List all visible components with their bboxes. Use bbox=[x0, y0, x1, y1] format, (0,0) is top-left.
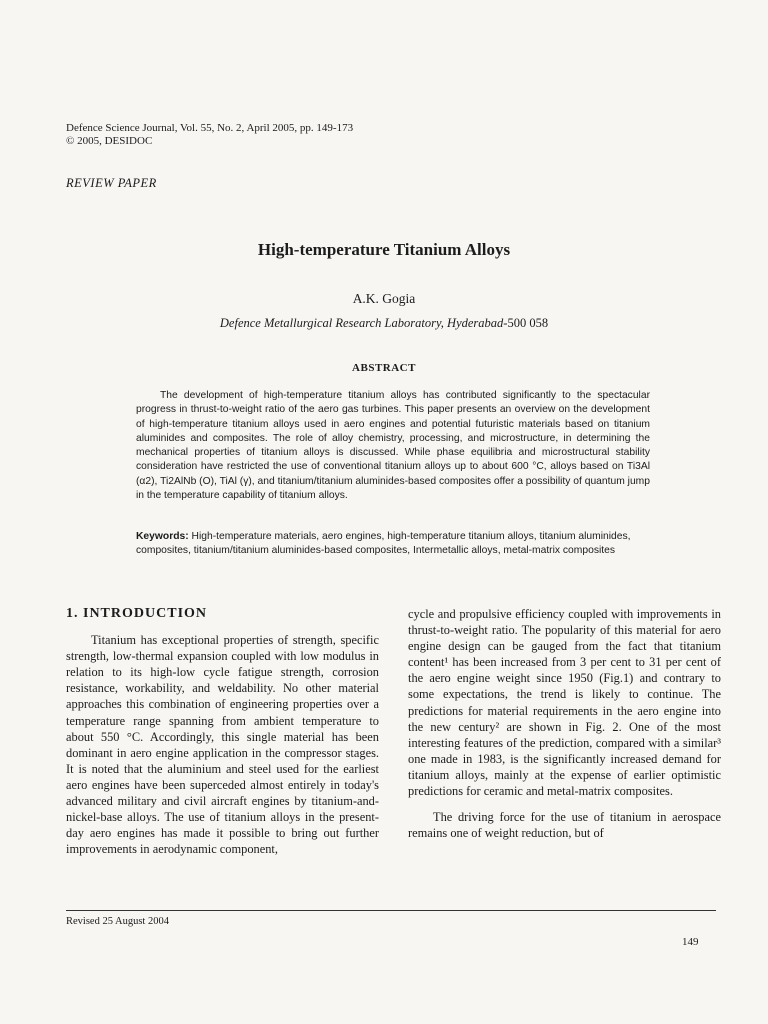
abstract-text: The development of high-temperature titanium alloys has contributed significantly to the spectacular progress in thrust-to-weight ratio of the aero gas turbines. This paper presents an overview on the development of high-temperature titanium alloys used in aero engines and potential futuristic materials based on titanium aluminides and composites. The role of alloy chemistry, processing, and microstructure, in determining the mechanical properties of titanium alloys is discussed. While phase equilibria and microstructural stability consideration have restricted the use of conventional titanium alloys up to about 600 °C, alloys based on Ti3Al (α2), Ti2AlNb (O), TiAl (γ), and titanium/titanium aluminides-based composites offer a possibility of quantum jump in the temperature capability of titanium alloys. bbox=[136, 390, 650, 502]
intro-paragraph-1: Titanium has exceptional properties of strength, specific strength, low-thermal expansion coupled with low modulus in relation to its high-low cycle fatigue strength, corrosion resistance, workability, and weldability. No other material approaches this combination of engineering properties over a temperature range spanning from ambient temperature to about 550 °C. Accordingly, this single material has been dominant in aero engine application in the compressor stages. It is noted that the aluminium and steel used for the earliest aero engines have been superceded almost entirely in today's advanced military and civil aircraft engines by titanium-and-nickel-base alloys. The use of titanium alloys in the present-day aero engines has made it possible to bring out further improvements in aerodynamic component, bbox=[66, 633, 379, 857]
abstract-heading: ABSTRACT bbox=[352, 362, 416, 374]
article-author: A.K. Gogia bbox=[352, 291, 416, 306]
affiliation-name: Defence Metallurgical Research Laboratory, Hyderabad bbox=[219, 316, 504, 330]
page-number: 149 bbox=[682, 936, 699, 948]
intro-paragraph-3: The driving force for the use of titanium in aerospace remains one of weight reduction, but of bbox=[408, 810, 721, 841]
footer-rule bbox=[66, 910, 716, 911]
revised-date: Revised 25 August 2004 bbox=[66, 916, 169, 927]
journal-line: Defence Science Journal, Vol. 55, No. 2, April 2005, pp. 149-173 bbox=[66, 122, 354, 134]
author-affiliation bbox=[0, 316, 768, 331]
body-column-left bbox=[66, 606, 379, 857]
article-title: High-temperature Titanium Alloys bbox=[257, 240, 511, 259]
section-heading-introduction: 1. INTRODUCTION bbox=[66, 606, 208, 621]
paper-type-label: REVIEW PAPER bbox=[66, 176, 157, 190]
journal-citation bbox=[66, 122, 353, 148]
keywords-block bbox=[136, 530, 650, 558]
body-column-right bbox=[408, 606, 721, 841]
keywords-text: High-temperature materials, aero engines, high-temperature titanium alloys, titanium aluminides, composites, titanium/titanium aluminides-based composites, Intermetallic alloys, metal-matrix composites bbox=[136, 531, 631, 556]
affiliation-pin: -500 058 bbox=[503, 316, 549, 330]
intro-paragraph-2: cycle and propulsive efficiency coupled with improvements in thrust-to-weight ratio. The popularity of this material for aero engine design can be gauged from the fact that titanium content¹ has been increased from 3 per cent to 31 per cent of the aero engine weight since 1950 (Fig.1) and contrary to some expectations, the trend is likely to continue. The predictions for material requirements in the aero engine into the new century² are shown in Fig. 2. One of the most interesting features of the prediction, compared with a similar³ one made in 1983, is the significantly increased demand for titanium alloys, mainly at the expense of earlier optimistic predictions for ceramic and metal-matrix composites. bbox=[408, 607, 721, 799]
copyright-line: © 2005, DESIDOC bbox=[66, 135, 153, 147]
keywords-label: Keywords: bbox=[136, 531, 189, 542]
